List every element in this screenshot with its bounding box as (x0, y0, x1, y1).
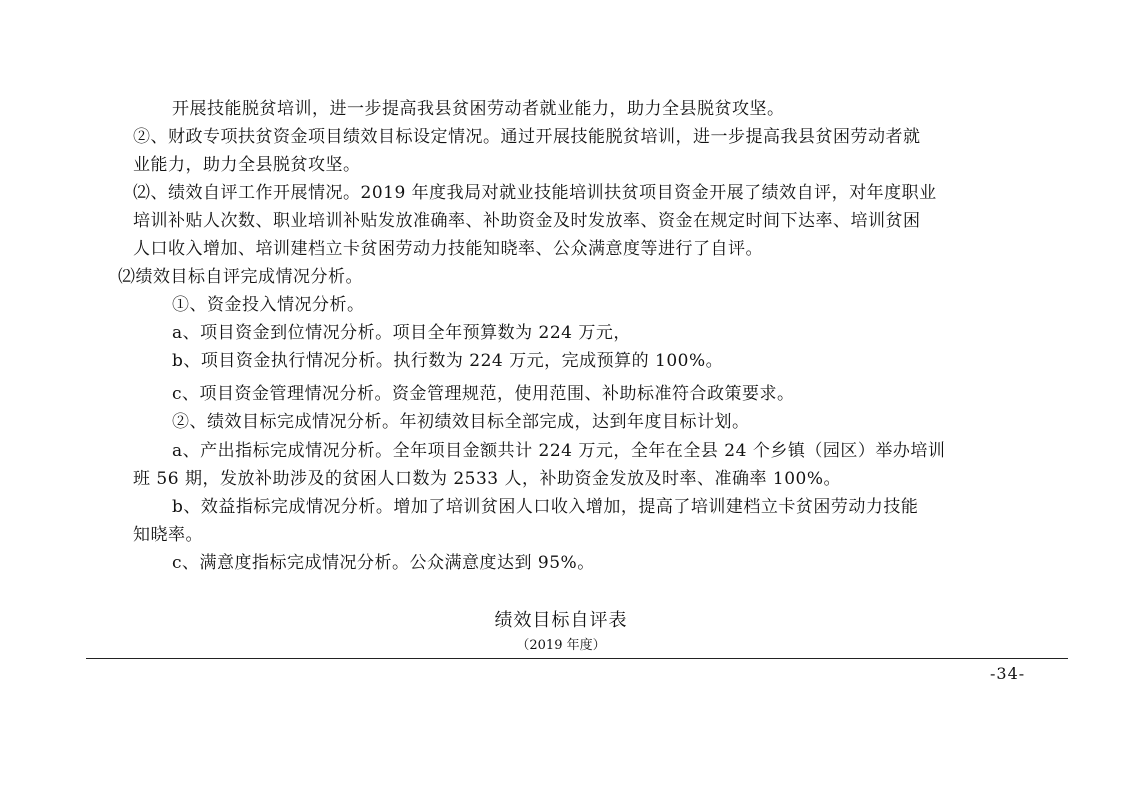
section-heading: ⑵绩效目标自评完成情况分析。 (118, 267, 363, 287)
paragraph-line: 人口收入增加、培训建档立卡贫困劳动力技能知晓率、公众满意度等进行了自评。 (133, 239, 763, 259)
paragraph-line: a、项目资金到位情况分析。项目全年预算数为 224 万元， (172, 323, 631, 343)
paragraph-line: b、效益指标完成情况分析。增加了培训贫困人口收入增加，提高了培训建档立卡贫困劳动力技能 (172, 497, 919, 517)
paragraph-line: ②、绩效目标完成情况分析。年初绩效目标全部完成，达到年度目标计划。 (172, 412, 750, 432)
paragraph-line: b、项目资金执行情况分析。执行数为 224 万元，完成预算的 100%。 (172, 351, 724, 371)
paragraph-line: c、满意度指标完成情况分析。公众满意度达到 95%。 (172, 553, 595, 573)
paragraph-line: a、产出指标完成情况分析。全年项目金额共计 224 万元，全年在全县 24 个乡镇（园区）举办培训 (172, 441, 946, 461)
table-title: 绩效目标自评表 (494, 610, 628, 631)
paragraph-line: ①、资金投入情况分析。 (172, 295, 365, 315)
page-number: -34- (990, 664, 1026, 683)
paragraph-line: 班 56 期，发放补助涉及的贫困人口数为 2533 人，补助资金发放及时率、准确率 100%。 (133, 469, 842, 489)
paragraph-line: c、项目资金管理情况分析。资金管理规范，使用范围、补助标准符合政策要求。 (172, 384, 795, 404)
footer-divider (86, 658, 1068, 659)
paragraph-line: 知晓率。 (133, 525, 203, 545)
paragraph-line: ②、财政专项扶贫资金项目绩效目标设定情况。通过开展技能脱贫培训，进一步提高我县贫困劳动者就 (133, 127, 921, 147)
paragraph-line: 培训补贴人次数、职业培训补贴发放准确率、补助资金及时发放率、资金在规定时间下达率、培训贫困 (133, 211, 921, 231)
paragraph-line: 业能力，助力全县脱贫攻坚。 (133, 155, 361, 175)
paragraph-line: 开展技能脱贫培训，进一步提高我县贫困劳动者就业能力，助力全县脱贫攻坚。 (172, 99, 785, 119)
paragraph-line: ⑵、绩效自评工作开展情况。2019 年度我局对就业技能培训扶贫项目资金开展了绩效自评，对年度职业 (133, 183, 937, 203)
table-subtitle: （2019 年度） (516, 638, 606, 653)
